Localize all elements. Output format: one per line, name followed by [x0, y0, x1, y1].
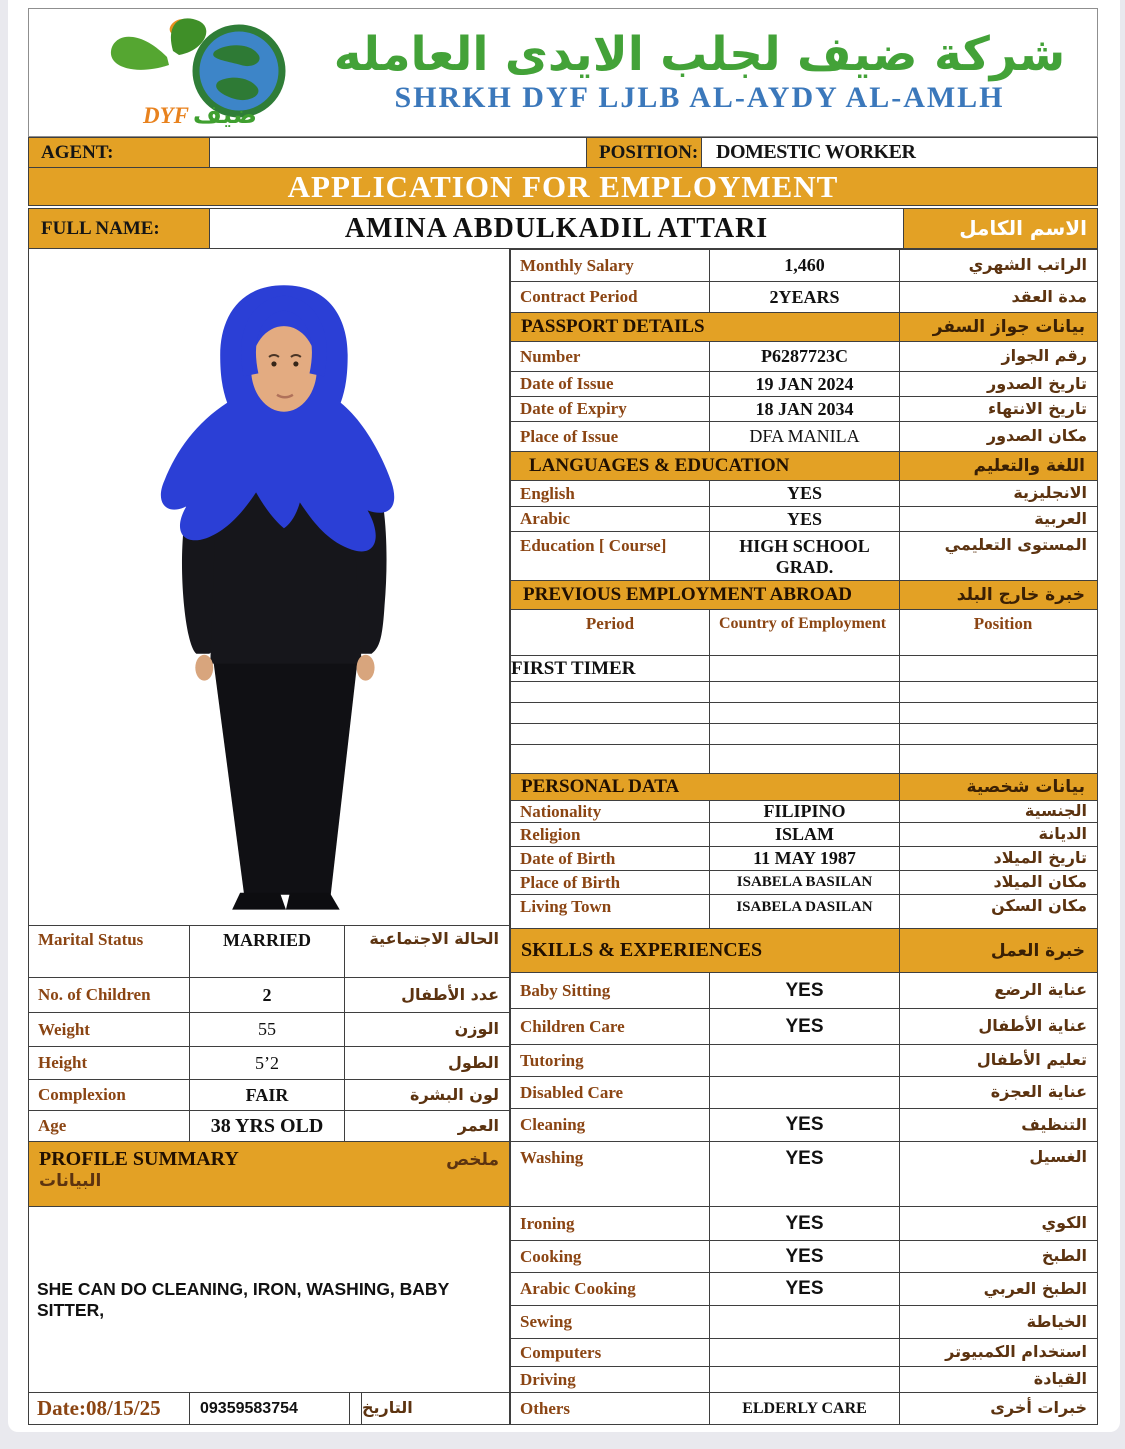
- skills-experiences-label: SKILLS & EXPERIENCES: [521, 939, 763, 961]
- document-table: [28, 8, 1098, 1424]
- phone-number: 09359583754: [189, 1393, 349, 1424]
- profile-summary-text: SHE CAN DO CLEANING, IRON, WASHING, BABY SITTER,: [37, 1278, 449, 1320]
- nationality-row: [510, 801, 1098, 823]
- english-label: English: [520, 483, 575, 503]
- arabic-row: [510, 507, 1098, 532]
- living-town-label: Living Town: [520, 897, 612, 916]
- left-column: [28, 249, 510, 1425]
- complexion-value: FAIR: [189, 1080, 344, 1110]
- skill-arabic: التنظيف: [899, 1109, 1097, 1141]
- logo-dyf-text: DYF: [143, 102, 189, 128]
- education-arabic: المستوى التعليمي: [899, 532, 1097, 580]
- skill-row-driving: [510, 1367, 1098, 1393]
- application-banner: [28, 168, 1098, 206]
- skills-experiences-arabic: خبرة العمل: [899, 929, 1097, 972]
- age-row: [28, 1111, 510, 1142]
- skill-value: [709, 1077, 899, 1108]
- skill-row-washing: [510, 1142, 1098, 1207]
- skill-value: YES: [709, 1241, 899, 1272]
- arabic-label: Arabic: [520, 509, 571, 528]
- previous-employment-label: PREVIOUS EMPLOYMENT ABROAD: [523, 584, 853, 605]
- employment-row-1: [510, 656, 1098, 682]
- document-header: [28, 8, 1098, 137]
- children-arabic: عدد الأطفال: [344, 978, 509, 1012]
- skill-label: Cleaning: [520, 1115, 586, 1134]
- place-issue-value: DFA MANILA: [709, 422, 899, 451]
- contract-label: Contract Period: [520, 287, 638, 306]
- skill-arabic: استخدام الكمبيوتر: [899, 1339, 1097, 1366]
- birth-date-value: 11 MAY 1987: [709, 847, 899, 870]
- first-timer-value: FIRST TIMER: [511, 657, 636, 679]
- date-row: [28, 1393, 510, 1425]
- salary-arabic: الراتب الشهري: [899, 250, 1097, 281]
- skill-label: Cooking: [520, 1246, 582, 1266]
- education-value: HIGH SCHOOL GRAD.: [709, 532, 899, 580]
- english-row: [510, 481, 1098, 507]
- complexion-arabic: لون البشرة: [344, 1080, 509, 1110]
- applicant-photo-image: [29, 249, 509, 924]
- living-town-arabic: مكان السكن: [899, 895, 1097, 928]
- salary-row: [510, 249, 1098, 282]
- skill-value: [709, 1367, 899, 1392]
- employment-row-4: [510, 724, 1098, 745]
- marital-status-label: Marital Status: [38, 930, 144, 949]
- skill-value: YES: [709, 1009, 899, 1044]
- profile-summary-banner: [28, 1142, 510, 1207]
- passport-number-value: P6287723C: [709, 342, 899, 371]
- birth-place-row: [510, 871, 1098, 895]
- skill-row-disabled-care: [510, 1077, 1098, 1109]
- height-value: 5’2: [189, 1047, 344, 1079]
- education-row: [510, 532, 1098, 581]
- religion-arabic: الديانة: [899, 823, 1097, 846]
- nationality-arabic: الجنسية: [899, 801, 1097, 822]
- employment-row-2: [510, 682, 1098, 703]
- date-arabic: التاريخ: [361, 1393, 509, 1424]
- full-name-label: FULL NAME:: [29, 209, 209, 248]
- complexion-row: [28, 1080, 510, 1111]
- position-column-header: Position: [899, 610, 1097, 655]
- skill-row-sewing: [510, 1306, 1098, 1339]
- full-name-arabic: الاسم الكامل: [903, 209, 1097, 248]
- agent-label: AGENT:: [29, 138, 209, 167]
- profile-summary-arabic-word2: البيانات: [39, 1171, 102, 1191]
- religion-row: [510, 823, 1098, 847]
- religion-label: Religion: [520, 824, 581, 844]
- skill-arabic: عناية الأطفال: [899, 1009, 1097, 1044]
- skill-arabic: عناية العجزة: [899, 1077, 1097, 1108]
- skill-label: Children Care: [520, 1016, 625, 1036]
- skill-row-cooking: [510, 1241, 1098, 1273]
- contract-arabic: مدة العقد: [899, 282, 1097, 312]
- skill-arabic: الغسيل: [899, 1142, 1097, 1206]
- agency-logo: [107, 15, 332, 131]
- birth-date-row: [510, 847, 1098, 871]
- agency-title-arabic: شركة ضيف لجلب الايدى العامله: [333, 26, 1066, 82]
- others-value: ELDERLY CARE: [709, 1393, 899, 1424]
- skill-row-cleaning: [510, 1109, 1098, 1142]
- birth-place-arabic: مكان الميلاد: [899, 871, 1097, 894]
- position-label: POSITION:: [586, 138, 701, 167]
- employment-position-cell: [899, 656, 1097, 681]
- country-column-header: Country of Employment: [709, 610, 899, 655]
- skill-value: YES: [709, 1142, 899, 1206]
- weight-arabic: الوزن: [344, 1013, 509, 1046]
- skill-value: YES: [709, 973, 899, 1008]
- date-spacer-cell: [349, 1393, 361, 1424]
- languages-education-header: [510, 452, 1098, 481]
- skill-arabic: القيادة: [899, 1367, 1097, 1392]
- skill-row-children-care: [510, 1009, 1098, 1045]
- education-label: Education [ Course]: [520, 536, 667, 555]
- date-issue-arabic: تاريخ الصدور: [899, 372, 1097, 396]
- passport-number-row: [510, 342, 1098, 372]
- skill-label: Driving: [520, 1369, 576, 1389]
- date-expiry-value: 18 JAN 2034: [709, 397, 899, 421]
- profile-summary-label: PROFILE SUMMARY: [39, 1148, 239, 1170]
- skill-label: Disabled Care: [520, 1082, 624, 1102]
- height-arabic: الطول: [344, 1047, 509, 1079]
- date-expiry-arabic: تاريخ الانتهاء: [899, 397, 1097, 421]
- marital-status-value: MARRIED: [189, 926, 344, 977]
- logo-dayf-arabic: ضيف: [192, 99, 257, 129]
- children-value: 2: [189, 978, 344, 1012]
- height-label: Height: [38, 1053, 88, 1072]
- others-row: [510, 1393, 1098, 1425]
- weight-label: Weight: [38, 1019, 90, 1039]
- age-label: Age: [38, 1116, 67, 1135]
- full-name-row: [28, 208, 1098, 249]
- skill-arabic: الطبخ العربي: [899, 1273, 1097, 1305]
- skill-arabic: عناية الرضع: [899, 973, 1097, 1008]
- date-expiry-label: Date of Expiry: [520, 399, 627, 418]
- skill-label: Ironing: [520, 1213, 575, 1233]
- languages-education-arabic: اللغة والتعليم: [899, 452, 1097, 480]
- applicant-photo: [28, 249, 510, 926]
- previous-employment-arabic: خبرة خارج البلد: [899, 581, 1097, 609]
- english-value: YES: [709, 481, 899, 506]
- others-arabic: خبرات أخرى: [899, 1393, 1097, 1424]
- skill-row-ironing: [510, 1207, 1098, 1241]
- contract-value: 2YEARS: [709, 282, 899, 312]
- skill-arabic: الكوي: [899, 1207, 1097, 1240]
- passport-details-header: [510, 313, 1098, 342]
- place-issue-row: [510, 422, 1098, 452]
- skill-row-tutoring: [510, 1045, 1098, 1077]
- employment-row-5: [510, 745, 1098, 774]
- previous-employment-header: [510, 581, 1098, 610]
- weight-row: [28, 1013, 510, 1047]
- skill-label: Washing: [520, 1148, 584, 1167]
- full-name-value: AMINA ABDULKADIL ATTARI: [209, 209, 903, 248]
- date-expiry-row: [510, 397, 1098, 422]
- complexion-label: Complexion: [38, 1085, 126, 1104]
- arabic-value: YES: [709, 507, 899, 531]
- agent-value: [209, 138, 586, 167]
- skills-experiences-header: [510, 929, 1098, 973]
- passport-number-label: Number: [520, 346, 581, 366]
- age-value: 38 YRS OLD: [189, 1111, 344, 1141]
- place-issue-label: Place of Issue: [520, 426, 619, 446]
- period-column-header: Period: [585, 614, 635, 633]
- profile-summary-arabic-word1: ملخص: [446, 1149, 499, 1170]
- agency-title-english: SHRKH DYF LJLB AL-AYDY AL-AMLH: [394, 81, 1005, 115]
- salary-value: 1,460: [709, 250, 899, 281]
- children-row: [28, 978, 510, 1013]
- personal-data-label: PERSONAL DATA: [521, 776, 680, 797]
- application-banner-text: APPLICATION FOR EMPLOYMENT: [287, 168, 839, 204]
- nationality-label: Nationality: [520, 801, 602, 821]
- living-town-row: [510, 895, 1098, 929]
- agency-titles: [332, 26, 1097, 115]
- right-column: [510, 249, 1098, 1425]
- passport-details-arabic: بيانات جواز السفر: [899, 313, 1097, 341]
- birth-date-arabic: تاريخ الميلاد: [899, 847, 1097, 870]
- others-label: Others: [520, 1398, 571, 1418]
- skill-row-arabic-cooking: [510, 1273, 1098, 1306]
- contract-row: [510, 282, 1098, 313]
- skill-arabic: تعليم الأطفال: [899, 1045, 1097, 1076]
- skill-label: Tutoring: [520, 1050, 584, 1070]
- birth-place-label: Place of Birth: [520, 872, 621, 892]
- religion-value: ISLAM: [709, 823, 899, 846]
- children-label: No. of Children: [38, 985, 151, 1004]
- passport-number-arabic: رقم الجواز: [899, 342, 1097, 371]
- height-row: [28, 1047, 510, 1080]
- salary-label: Monthly Salary: [520, 255, 634, 275]
- skill-value: YES: [709, 1273, 899, 1305]
- employment-row-3: [510, 703, 1098, 724]
- document-body: [28, 249, 1098, 1425]
- skill-label: Baby Sitting: [520, 980, 611, 1000]
- date-issue-row: [510, 372, 1098, 397]
- skill-label: Sewing: [520, 1312, 572, 1331]
- personal-data-arabic: بيانات شخصية: [899, 774, 1097, 800]
- date-value: Date:08/15/25: [37, 1396, 161, 1420]
- nationality-value: FILIPINO: [709, 801, 899, 822]
- previous-employment-columns: [510, 610, 1098, 656]
- employment-country-cell: [709, 656, 899, 681]
- birth-date-label: Date of Birth: [520, 848, 616, 868]
- date-issue-value: 19 JAN 2024: [709, 372, 899, 396]
- place-issue-arabic: مكان الصدور: [899, 422, 1097, 451]
- position-value: DOMESTIC WORKER: [701, 138, 1097, 167]
- skill-value: [709, 1045, 899, 1076]
- agent-position-row: [28, 137, 1098, 168]
- marital-status-arabic: الحالة الاجتماعية: [344, 926, 509, 977]
- skill-arabic: الطبخ: [899, 1241, 1097, 1272]
- birth-place-value: ISABELA BASILAN: [709, 871, 899, 894]
- passport-details-label: PASSPORT DETAILS: [521, 316, 705, 337]
- skill-row-computers: [510, 1339, 1098, 1367]
- skill-value: YES: [709, 1109, 899, 1141]
- skill-label: Computers: [520, 1342, 602, 1362]
- skill-value: YES: [709, 1207, 899, 1240]
- date-issue-label: Date of Issue: [520, 374, 614, 393]
- weight-value: 55: [189, 1013, 344, 1046]
- living-town-value: ISABELA DASILAN: [709, 895, 899, 928]
- document-page: [8, 0, 1120, 1432]
- skill-arabic: الخياطة: [899, 1306, 1097, 1338]
- languages-education-label: LANGUAGES & EDUCATION: [529, 455, 790, 476]
- age-arabic: العمر: [344, 1111, 509, 1141]
- arabic-arabic: العربية: [899, 507, 1097, 531]
- skill-row-baby-sitting: [510, 973, 1098, 1009]
- marital-status-row: [28, 926, 510, 978]
- personal-data-header: [510, 774, 1098, 801]
- english-arabic: الانجليزية: [899, 481, 1097, 506]
- skill-value: [709, 1306, 899, 1338]
- skill-value: [709, 1339, 899, 1366]
- profile-summary-box: [28, 1207, 510, 1393]
- skill-label: Arabic Cooking: [520, 1279, 636, 1298]
